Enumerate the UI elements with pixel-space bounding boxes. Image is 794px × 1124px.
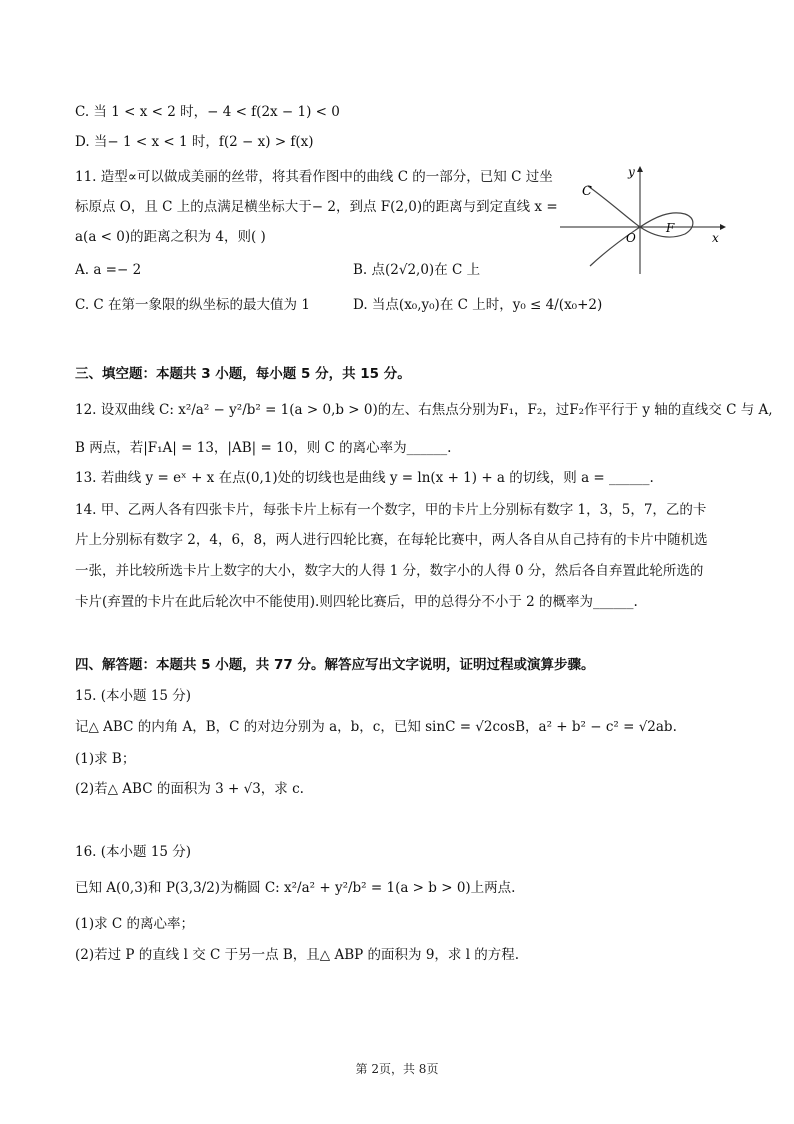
q16-part2: (2)若过 P 的直线 l 交 C 于另一点 B，且△ ABP 的面积为 9，求 l 的方程.: [75, 947, 520, 963]
q14-line1: 14. 甲、乙两人各有四张卡片，每张卡片上标有一个数字，甲的卡片上分别标有数字 1，3，5，7，乙的卡: [75, 502, 707, 518]
q10-option-d: D. 当− 1 < x < 1 时，f(2 − x) > f(x): [75, 134, 314, 150]
q11-option-c: C. C 在第一象限的纵坐标的最大值为 1: [75, 297, 310, 313]
label-x: x: [712, 231, 719, 245]
q11-stem-line2: 标原点 O，且 C 上的点满足横坐标大于− 2，到点 F(2,0)的距离与到定直线 x =: [75, 199, 558, 215]
q14-line3: 一张，并比较所选卡片上数字的大小，数字大的人得 1 分，数字小的人得 0 分，然后各自弃置此轮所选的: [75, 563, 704, 579]
q16-title: 16. (本小题 15 分): [75, 844, 192, 860]
q11-option-d: D. 当点(x₀,y₀)在 C 上时，y₀ ≤ 4/(x₀+2): [353, 297, 603, 313]
q11-option-a: A. a =− 2: [75, 262, 142, 278]
q10-option-c: C. 当 1 < x < 2 时，− 4 < f(2x − 1) < 0: [75, 104, 340, 120]
y-axis-arrow: [637, 166, 643, 172]
q14-line4: 卡片(弃置的卡片在此后轮次中不能使用).则四轮比赛后，甲的总得分不小于 2 的概率为______.: [75, 594, 638, 610]
label-c: C: [582, 184, 592, 199]
q16-stem: 已知 A(0,3)和 P(3,3/2)为椭圆 C: x²/a² + y²/b² = 1(a > b > 0)上两点.: [75, 880, 516, 896]
q16-part1: (1)求 C 的离心率；: [75, 916, 195, 932]
q11-stem-line1: 11. 造型∝可以做成美丽的丝带，将其看作图中的曲线 C 的一部分，已知 C 过坐: [75, 169, 553, 185]
curve-figure: [560, 162, 730, 277]
q15-part2: (2)若△ ABC 的面积为 3 + √3，求 c.: [75, 781, 304, 797]
page-footer: 第 2页，共 8页: [355, 1062, 439, 1076]
q14-line2: 片上分别标有数字 2，4，6，8，两人进行四轮比赛，在每轮比赛中，两人各自从自己持有的卡片中随机选: [75, 532, 708, 548]
x-axis-arrow: [720, 224, 726, 230]
label-y: y: [628, 165, 635, 179]
label-o: O: [626, 231, 636, 245]
q13-line1: 13. 若曲线 y = eˣ + x 在点(0,1)处的切线也是曲线 y = ln(x + 1) + a 的切线，则 a = ______.: [75, 470, 654, 486]
section4-heading: 四、解答题：本题共 5 小题，共 77 分。解答应写出文字说明，证明过程或演算步骤。: [75, 657, 595, 673]
q15-stem: 记△ ABC 的内角 A，B，C 的对边分别为 a，b，c，已知 sinC = √2cosB，a² + b² − c² = √2ab.: [75, 719, 677, 735]
q12-line2: B 两点，若|F₁A| = 13，|AB| = 10，则 C 的离心率为______.: [75, 440, 452, 456]
q11-option-b: B. 点(2√2,0)在 C 上: [353, 262, 481, 278]
section3-heading: 三、填空题：本题共 3 小题，每小题 5 分，共 15 分。: [75, 366, 411, 382]
q15-part1: (1)求 B；: [75, 751, 136, 767]
q15-title: 15. (本小题 15 分): [75, 688, 192, 704]
q11-stem-line3: a(a < 0)的距离之积为 4，则( ): [75, 229, 266, 245]
label-f: F: [666, 221, 675, 235]
q12-line1: 12. 设双曲线 C: x²/a² − y²/b² = 1(a > 0,b > 0)的左、右焦点分别为F₁，F₂，过F₂作平行于 y 轴的直线交 C 与 A,: [75, 402, 773, 418]
